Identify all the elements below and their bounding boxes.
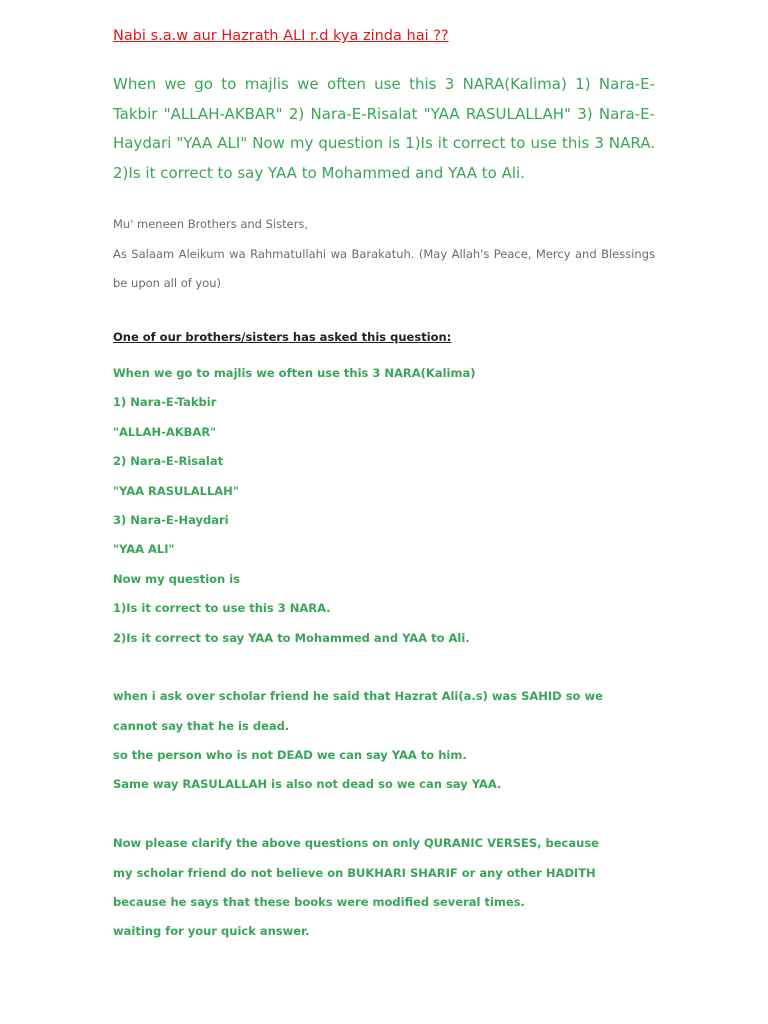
question-line: 2)Is it correct to say YAA to Mohammed and YAA to Ali. — [113, 630, 470, 645]
salaam-line: As Salaam Aleikum wa Rahmatullahi wa Barakatuh. (May Allah's Peace, Mercy and Blessings be upon all of you) — [113, 246, 655, 290]
question-body — [113, 359, 673, 947]
greeting-block — [113, 210, 655, 299]
question-line: "ALLAH-AKBAR" — [113, 424, 217, 439]
scholar-line: when i ask over scholar friend he said that Hazrat Ali(a.s) was SAHID so we — [113, 689, 603, 704]
closing-line: because he says that these books were modified several times. — [113, 895, 525, 910]
scholar-line: cannot say that he is dead. — [113, 718, 290, 733]
intro-paragraph: When we go to majlis we often use this 3 NARA(Kalima) 1) Nara-E-Takbir "ALLAH-AKBAR" 2) Nara-E-Risalat "YAA RASULALLAH" 3) Nara-E-Haydari "YAA ALI" Now my question is 1)Is it correct to use this 3 NARA. 2)Is it correct to say YAA to Mohammed and YAA to Ali. — [113, 75, 655, 182]
question-line: 2) Nara-E-Risalat — [113, 454, 224, 469]
closing-line: my scholar friend do not believe on BUKHARI SHARIF or any other HADITH — [113, 865, 596, 880]
question-line: 1)Is it correct to use this 3 NARA. — [113, 601, 331, 616]
scholar-line: so the person who is not DEAD we can say YAA to him. — [113, 748, 467, 763]
question-heading: One of our brothers/sisters has asked this question: — [113, 330, 452, 344]
question-line: "YAA ALI" — [113, 542, 175, 557]
question-line: 3) Nara-E-Haydari — [113, 512, 229, 527]
question-line: Now my question is — [113, 571, 241, 586]
paragraph-spacer — [113, 800, 673, 829]
question-line: 1) Nara-E-Takbir — [113, 395, 217, 410]
closing-line: Now please clarify the above questions on only QURANIC VERSES, because — [113, 836, 599, 851]
question-line: When we go to majlis we often use this 3 NARA(Kalima) — [113, 366, 476, 380]
closing-line: waiting for your quick answer. — [113, 924, 310, 939]
paragraph-spacer — [113, 653, 673, 682]
question-line: "YAA RASULALLAH" — [113, 483, 239, 498]
scholar-line: Same way RASULALLAH is also not dead so we can say YAA. — [113, 777, 502, 792]
greeting-line: Mu' meneen Brothers and Sisters, — [113, 217, 309, 231]
document-title: Nabi s.a.w aur Hazrath ALI r.d kya zinda hai ?? — [113, 28, 449, 44]
